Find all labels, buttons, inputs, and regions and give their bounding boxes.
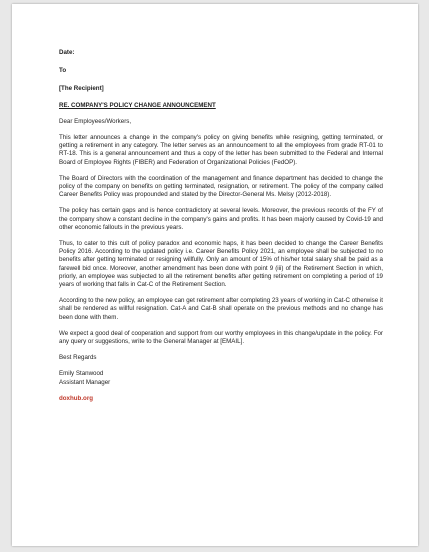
- paragraph-6: We expect a good deal of cooperation and support from our worthy employees in this change/update in the policy. For any query or suggestions, write to the General Manager at [EMAIL].: [59, 329, 383, 346]
- brand-link[interactable]: doxhub.org: [59, 394, 94, 402]
- closing: Best Regards: [59, 354, 97, 362]
- letter-body: [59, 49, 383, 403]
- paragraph-4: Thus, to cater to this cult of policy paradox and economic haps, it has been decided to change the Career Benefits Policy 2016. According to the updated policy i.e. Career Benefits Policy 2021, an employee shall be subjected to no benefits after getting terminated or resigning willfully. Only an amount of 15% of his/her total salary shall be paid as a farewell bid once. Moreover, another amendment has been done with point 9 (iii) of the Retirement Section in which, priorly, an employee was subjected to all the retirement benefits after getting retirement on completing a period of 19 years of working that falls in Cat-C of the Retirement Section.: [59, 240, 383, 289]
- salutation: Dear Employees/Workers,: [59, 117, 132, 125]
- document-page: [12, 4, 418, 546]
- date-label: Date:: [59, 49, 75, 56]
- recipient: [The Recipient]: [59, 85, 104, 93]
- to-label: To: [59, 67, 67, 75]
- subject-line: RE. COMPANY'S POLICY CHANGE ANNOUNCEMENT: [59, 101, 216, 109]
- paragraph-3: The policy has certain gaps and is hence contradictory at several levels. Moreover, the previous records of the FY of the company show a constant decline in the company's gains and profits. It has been majorly caused by Covid-19 and other economic fallouts in the previous years.: [59, 207, 383, 231]
- signer-title: Assistant Manager: [59, 378, 111, 386]
- paragraph-2: The Board of Directors with the coordination of the management and finance department has decided to change the policy of the company on benefits on getting terminated, resignation, or retirement. The policy of the company called Career Benefits Policy was propounded and stated by the Director-General Ms. Melsy (2012-2018).: [59, 174, 383, 199]
- paragraph-5: According to the new policy, an employee can get retirement after completing 23 years of working in Cat-C otherwise it shall be rendered as willful resignation. Cat-A and Cat-B shall operate on the previous methods and no change has been done with them.: [59, 297, 383, 321]
- paragraph-1: This letter announces a change in the company's policy on giving benefits while resigning, getting terminated, or getting a retirement in any category. The letter serves as an announcement to all the employees from grade RT-01 to RT-18. This is a general announcement and thus a copy of the letter has been submitted to the Federal and Internal Board of Employee Rights (FIBER) and Federation of Organizational Policies (FedOP).: [59, 134, 383, 166]
- signer-name: Emily Stanwood: [59, 370, 104, 378]
